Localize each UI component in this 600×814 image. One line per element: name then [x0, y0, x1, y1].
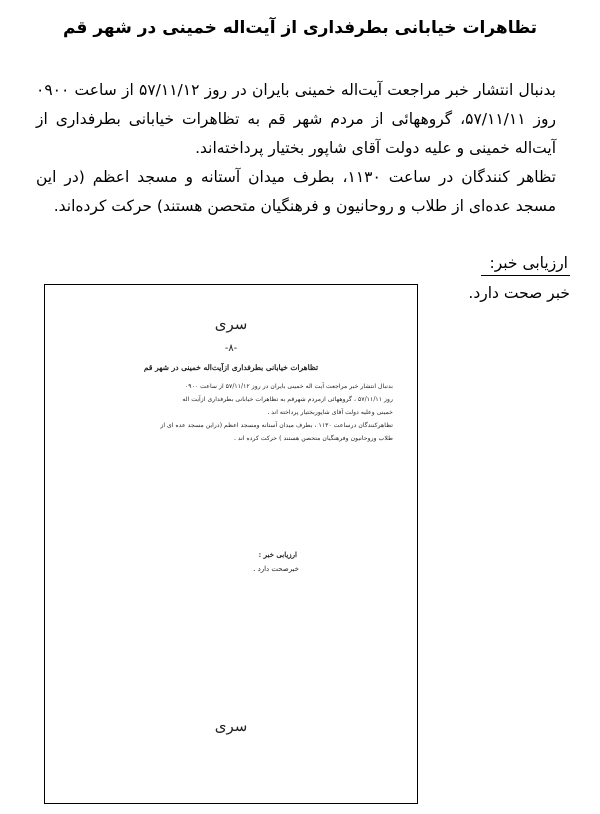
scan-line: طلاب وروحانیون وفرهنگیان متحصن هستند ) حرکت کرده اند . [233, 435, 393, 442]
scanned-original-document [44, 284, 418, 804]
body-paragraph-1: بدنبال انتشار خبر مراجعت آیت‌اله خمینی بایران در روز ۵۷/۱۱/۱۲ از ساعت ۰۹۰۰ روز ۵۷/۱۱/۱۱، گروههائی از مردم شهر قم به تظاهرات خیابانی بطرفداری از آیت‌اله خمینی و علیه دولت آقای شاپور بختیار پرداخته‌اند. [36, 81, 556, 157]
scan-evaluation-heading: ارزیابی خبر : [258, 550, 297, 559]
scan-line: تظاهرکنندگان درساعت ۱۱۳۰ ، بطرف میدان آستانه ومسجد اعظم (دراین مسجد عده ای از [160, 422, 393, 429]
scan-line: بدنبال انتشار خبر مراجعت آیت اله خمینی بایران در روز ۵۷/۱۱/۱۲ از ساعت ۰۹۰۰ [184, 383, 393, 390]
scan-evaluation-text: خبرصحت دارد . [253, 565, 299, 573]
scan-title: تظاهرات خیابانی بطرفداری ازآیت‌اله خمینی در شهر قم [143, 363, 319, 372]
classification-stamp-top: سری [214, 315, 248, 333]
scan-line: خمینی وعلیه دولت آقای شاپوربختیار پرداخته اند . [267, 409, 393, 416]
classification-stamp-bottom: سری [214, 717, 248, 735]
document-title: تظاهرات خیابانی بطرفداری از آیت‌اله خمینی در شهر قم [62, 18, 538, 38]
evaluation-text: خبر صحت دارد. [468, 284, 570, 302]
document-body [36, 76, 556, 221]
evaluation-heading: ارزیابی خبر: [481, 254, 570, 276]
body-paragraph-2: تظاهر کنندگان در ساعت ۱۱۳۰، بطرف میدان آستانه و مسجد اعظم (در این مسجد عده‌ای از طلاب و روحانیون و فرهنگیان متحصن هستند) حرکت کرده‌اند. [36, 168, 556, 215]
scan-line: روز ۵۷/۱۱/۱۱ ، گروههائی ازمردم شهرقم به تظاهرات خیابانی بطرفداری ازآیت اله [182, 396, 393, 403]
scan-page-mark: -۸- [224, 343, 238, 354]
